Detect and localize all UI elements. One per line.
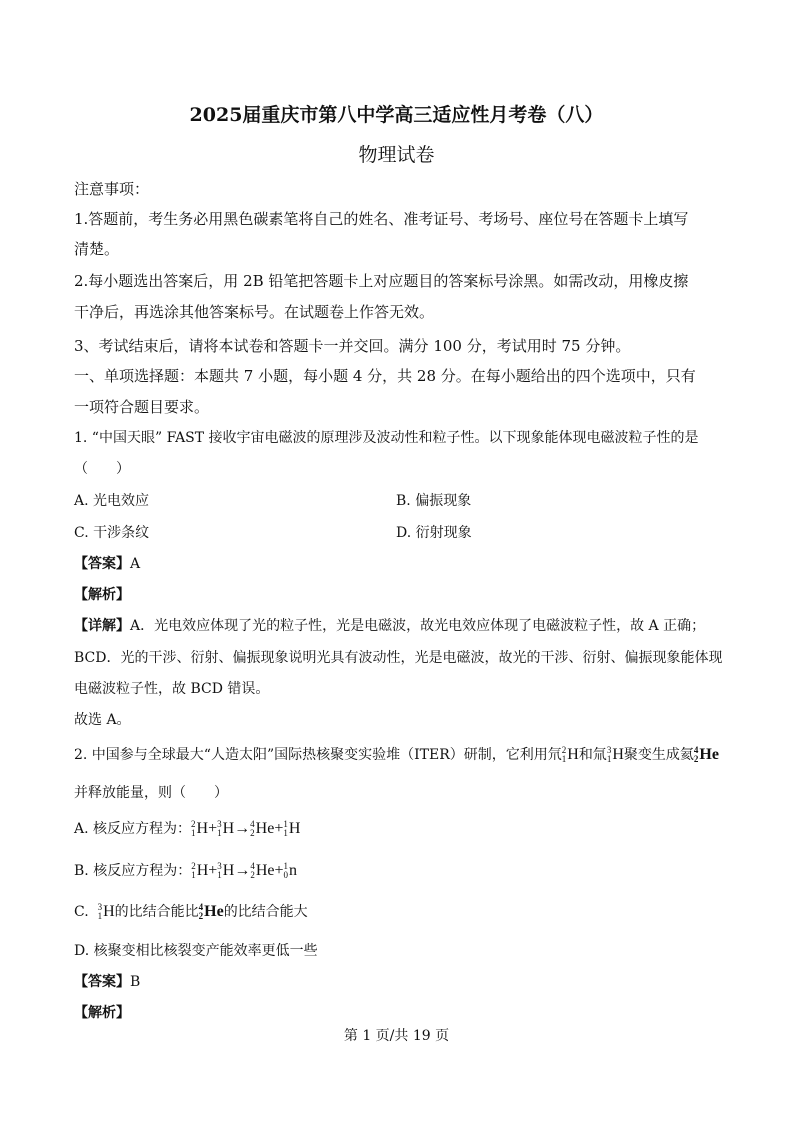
notice-item3: 3、考试结束后，请将本试卷和答题卡一并交回。满分 100 分，考试用时 75 分钟。 [74, 337, 631, 355]
plus-sign: + [274, 862, 284, 879]
eq-a-deuterium: 2 1 H [191, 819, 209, 839]
q2-option-c [74, 901, 308, 921]
page-footer: 第 1 页/共 19 页 [343, 1028, 450, 1044]
section1-line1: 一、单项选择题：本题共 7 小题，每小题 4 分，共 28 分。在每小题给出的四个选项中，只有 [74, 367, 696, 385]
eq-a-proton: 1 1 H [283, 819, 301, 839]
helium-symbol: 4 2 He [693, 745, 719, 765]
arrow-sign: → [234, 820, 251, 837]
q2-option-b-label: B. 核反应方程为： [74, 863, 192, 879]
q1-detail-line2: BCD．光的干涉、衍射、偏振现象说明光具有波动性，光是电磁波，故光的干涉、衍射、偏振现象能体现 [74, 650, 723, 666]
eq-b-neutron: 1 0 n [283, 861, 298, 881]
q1-stem-line1: 1. “中国天眼” FAST 接收宇宙电磁波的原理涉及波动性和粒子性。以下现象能体现电磁波粒子性的是 [74, 430, 699, 446]
q2-option-c-part3: 的比结合能大 [223, 904, 308, 920]
deuterium-symbol: 2 1 H [561, 745, 579, 765]
eq-b-tritium: 3 1 H [217, 861, 235, 881]
q1-answer [74, 553, 140, 573]
q2-stem-part1: 2. 中国参与全球最大“人造太阳”国际热核聚变实验堆（ITER）研制，它利用氘 [74, 747, 562, 763]
q1-detail-line1 [74, 615, 705, 635]
notice-item2-line2: 干净后，再选涂其他答案标号。在试题卷上作答无效。 [74, 303, 435, 321]
q2-analysis-tag: 【解析】 [74, 1005, 130, 1021]
q1-detail-line3: 电磁波粒子性，故 BCD 错误。 [74, 681, 270, 697]
tritium-symbol: 3 1 H [606, 745, 624, 765]
q2-stem-part2: 和氚 [578, 747, 607, 763]
detail-tag: 【详解】 [74, 618, 130, 634]
section1-line2: 一项符合题目要求。 [74, 398, 210, 416]
q2-stem-part3: 聚变生成氦 [623, 747, 694, 763]
q2-option-c-part2: 的比结合能比 [114, 904, 199, 920]
q1-analysis-tag: 【解析】 [74, 587, 130, 603]
notice-item1-line1: 1.答题前，考生务必用黑色碳素笔将自己的姓名、准考证号、考场号、座位号在答题卡上填写 [74, 210, 689, 228]
q2-option-b [74, 860, 297, 880]
plus-sign: + [208, 820, 218, 837]
plus-sign: + [274, 820, 284, 837]
page-subtitle: 物理试卷 [358, 144, 435, 166]
detail-text: A．光电效应体现了光的粒子性，光是电磁波，故光电效应体现了电磁波粒子性，故 A 正确； [130, 618, 706, 634]
notice-item2-line1: 2.每小题选出答案后，用 2B 铅笔把答题卡上对应题目的答案标号涂黑。如需改动，用橡皮擦 [74, 272, 689, 290]
eq-b-deuterium: 2 1 H [191, 861, 209, 881]
opt-c-tritium: 3 1 H [97, 902, 115, 922]
opt-c-helium: 4 2 He [198, 902, 224, 922]
q2-option-c-label: C. [74, 904, 89, 920]
arrow-sign: → [234, 862, 251, 879]
q2-stem-line1 [74, 744, 719, 764]
q2-answer [74, 971, 140, 991]
answer-value: B [130, 974, 141, 990]
eq-b-helium: 4 2 He [250, 861, 275, 881]
answer-value: A [130, 556, 141, 572]
q1-option-a: A. 光电效应 [74, 493, 150, 509]
notice-item1-line2: 清楚。 [74, 240, 120, 258]
q2-stem-line2: 并释放能量，则（ ） [74, 785, 228, 801]
q1-conclusion: 故选 A。 [74, 712, 131, 728]
q2-option-d: D. 核聚变相比核裂变产能效率更低一些 [74, 943, 318, 959]
q1-option-c: C. 干涉条纹 [74, 525, 150, 541]
q1-stem-line2: （ ） [74, 461, 130, 477]
eq-a-tritium: 3 1 H [217, 819, 235, 839]
page-title: 2025届重庆市第八中学高三适应性月考卷（八） [189, 104, 604, 126]
answer-tag: 【答案】 [74, 974, 130, 990]
q2-option-a-label: A. 核反应方程为： [74, 821, 192, 837]
notice-heading: 注意事项： [74, 180, 150, 198]
answer-tag: 【答案】 [74, 556, 130, 572]
q2-option-a [74, 818, 300, 838]
q1-option-d: D. 衍射现象 [396, 525, 472, 541]
eq-a-helium: 4 2 He [250, 819, 275, 839]
plus-sign: + [208, 862, 218, 879]
q1-option-b: B. 偏振现象 [396, 493, 472, 509]
